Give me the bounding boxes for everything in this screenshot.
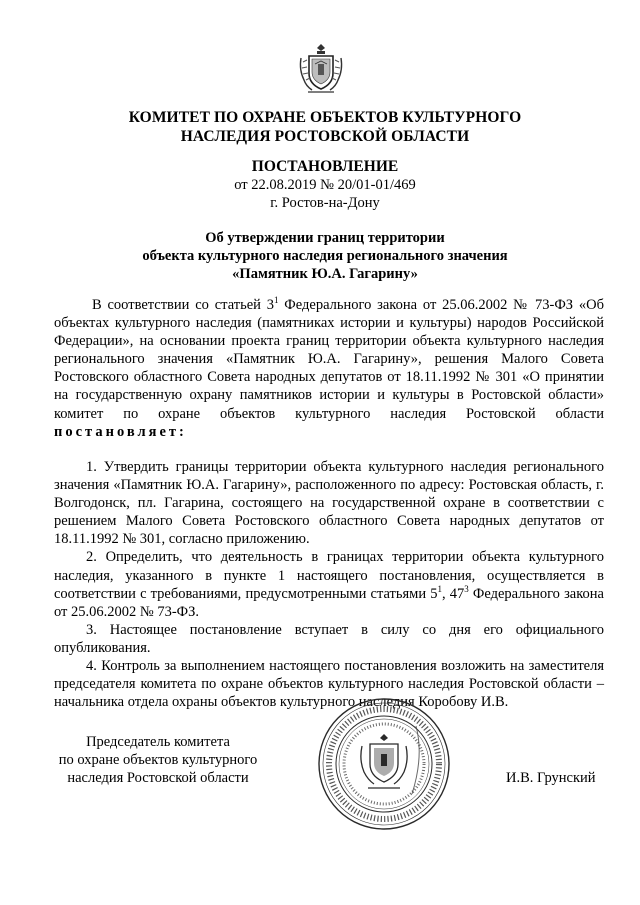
resolve-word: постановляет: [54,423,187,440]
signatory-name: И.В. Грунский [506,770,596,786]
official-round-seal-icon [316,696,452,832]
subject-line-2: объекта культурного наследия регионального значения [142,248,508,264]
resolution-item-1: 1. Утвердить границы территории объекта культурного наследия регионального значения «Памятник Ю.А. Гагарину», расположенного по адресу: Ростовская область, г. Волгодонск, пл. Гагарина, состоящего на государственной охране в соответствии с решением Малого Совета Ростовского областного Совета народных депутатов от 18.11.1992 № 301, согласно приложению. [54,459,604,548]
preamble-paragraph [54,296,604,441]
item-2-text-b: , 47 [442,585,465,602]
rostov-coat-of-arms-icon [298,40,344,96]
preamble-text-start: В соответствии со статьей 3 [92,297,274,313]
signatory-title [48,733,268,787]
item-2-text-a: 2. Определить, что деятельность в границах территории объекта культурного наследия, указанного в пункте 1 настоящего постановления, осуществляется в соответствии с требованиями, предусмотренными статьями 5 [54,549,604,602]
signatory-title-line-2: по охране объектов культурного [58,752,258,768]
document-city: г. Ростов-на-Дону [270,195,380,211]
item-2-superscript-2: 3 [464,583,469,594]
resolution-item-4: 4. Контроль за выполнением настоящего постановления возложить на заместителя председателя комитета по охране объектов культурного наследия Ростовской области – начальника отдела охраны объектов культурного наследия Коробову И.В. [54,658,604,711]
document-type: ПОСТАНОВЛЕНИЕ [251,158,399,175]
org-name-line-2: НАСЛЕДИЯ РОСТОВСКОЙ ОБЛАСТИ [180,128,470,145]
item-2-superscript-1: 1 [437,583,442,594]
resolution-item-2 [54,548,604,620]
article-superscript: 1 [273,295,279,305]
signatory-title-line-3: наследия Ростовской области [67,770,249,786]
signatory-title-line-1: Председатель комитета [86,734,230,750]
subject-line-3: «Памятник Ю.А. Гагарину» [232,266,418,282]
document-date-number: от 22.08.2019 № 20/01-01/469 [234,177,416,193]
preamble-text-main: Федерального закона от 25.06.2002 № 73-ФЗ «Об объектах культурного наследия (памятниках истории и культуры) народов Российской Федерации», на основании проекта границ территории объекта культурного наследия регионального значения «Памятник Ю.А. Гагарину», решения Малого Совета Ростовского областного Совета народных депутатов от 18.11.1992 № 301 «О принятии на государственную охрану памятников истории и культуры в Ростовской области» комитет по охране объектов культурного наследия Ростовской области [54,297,604,422]
item-2-text-c: Федерального закона от 25.06.2002 № 73-ФЗ. [54,585,604,620]
resolution-items [54,458,604,711]
subject-line-1: Об утверждении границ территории [205,230,445,246]
org-name-line-1: КОМИТЕТ ПО ОХРАНЕ ОБЪЕКТОВ КУЛЬТУРНОГО [128,109,522,126]
resolution-item-3: 3. Настоящее постановление вступает в силу со дня его официального опубликования. [54,621,604,656]
